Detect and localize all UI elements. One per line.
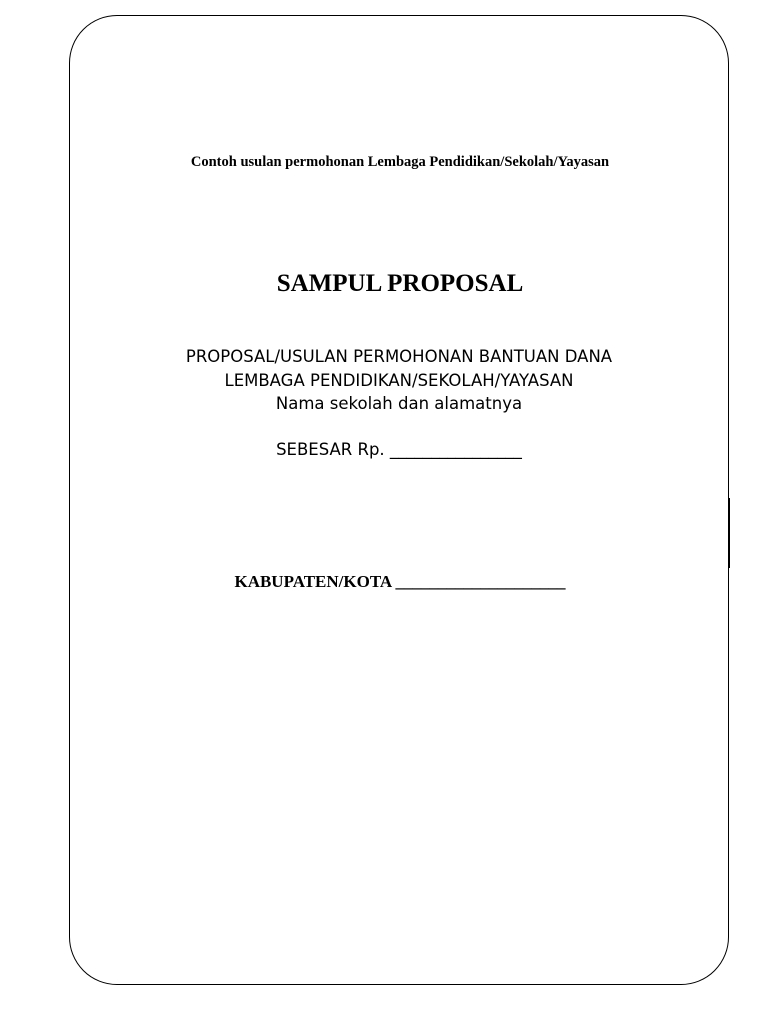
- amount-line: SEBESAR Rp. ________________: [276, 440, 522, 459]
- school-name-address-line: Nama sekolah dan alamatnya: [275, 394, 523, 413]
- document-note: Contoh usulan permohonan Lembaga Pendidikan/Sekolah/Yayasan: [190, 154, 610, 170]
- proposal-heading-line-2: LEMBAGA PENDIDIKAN/SEKOLAH/YAYASAN: [224, 371, 574, 390]
- region-line: KABUPATEN/KOTA ____________________: [234, 572, 566, 591]
- proposal-heading-line-1: PROPOSAL/USULAN PERMOHONAN BANTUAN DANA: [185, 347, 613, 366]
- cover-title: SAMPUL PROPOSAL: [276, 270, 524, 297]
- frame-edge-mark: [728, 498, 730, 568]
